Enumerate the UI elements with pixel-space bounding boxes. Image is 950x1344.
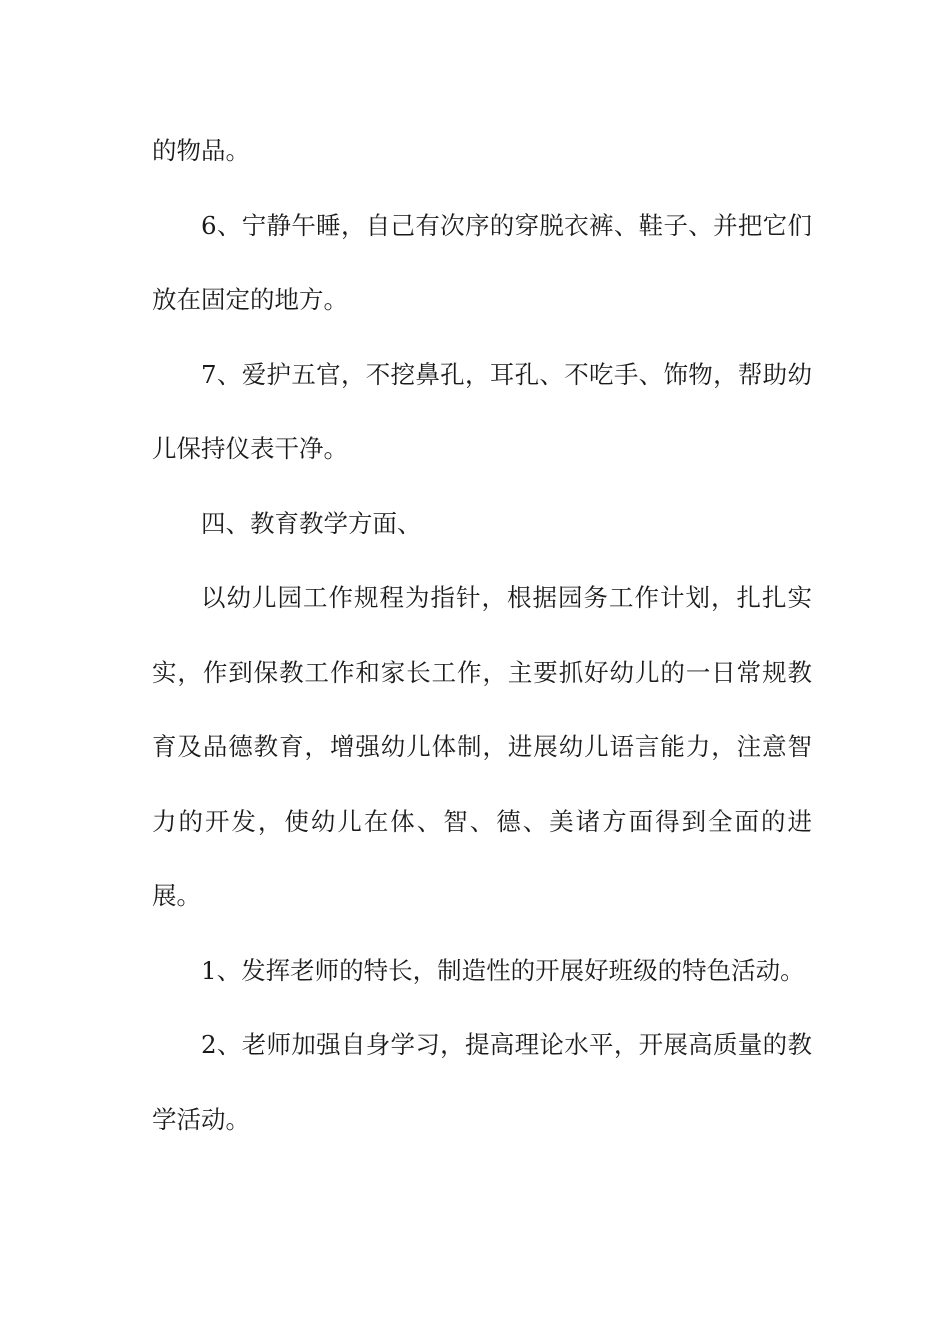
paragraph-item-2: 2、老师加强自身学习，提高理论水平，开展高质量的教学活动。 [152,1030,812,1134]
paragraph-continuation: 的物品。 [152,136,250,165]
paragraph-item-7: 7、爱护五官，不挖鼻孔，耳孔、不吃手、饰物，帮助幼儿保持仪表干净。 [152,359,812,463]
paragraph-education-intro: 以幼儿园工作规程为指针，根据园务工作计划，扎扎实实，作到保教工作和家长工作，主要抓好幼儿的一日常规教育及品德教育，增强幼儿体制，进展幼儿语言能力，注意智力的开发，使幼儿在体、智、德、美诸方面得到全面的进展。 [152,583,812,910]
paragraph-item-6: 6、宁静午睡，自己有次序的穿脱衣裤、鞋子、并把它们放在固定的地方。 [152,210,812,314]
document-body [152,114,812,1157]
paragraph-item-1: 1、发挥老师的特长，制造性的开展好班级的特色活动。 [201,955,805,985]
section-heading-education: 四、教育教学方面、 [201,508,422,538]
